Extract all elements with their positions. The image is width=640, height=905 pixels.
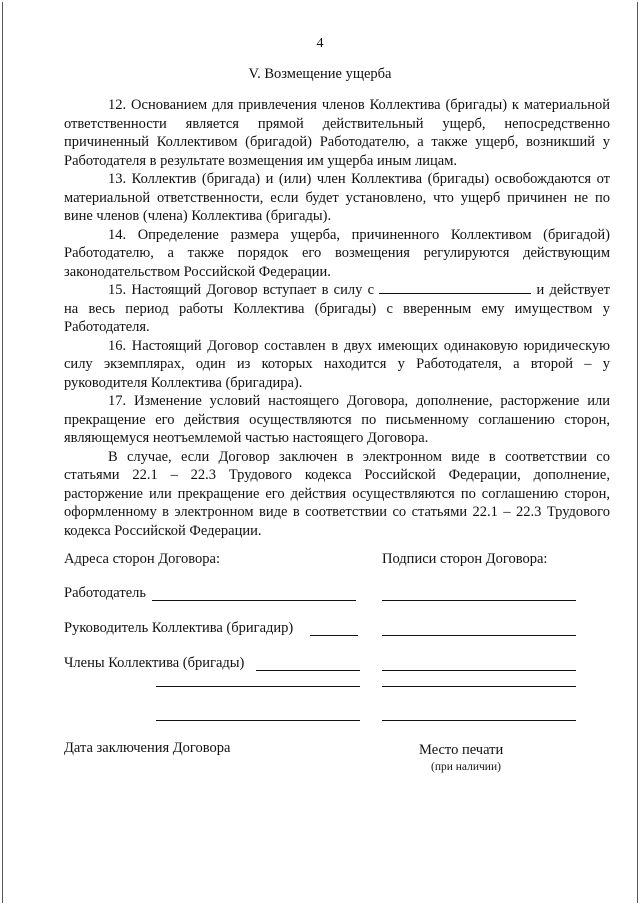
contract-date-label: Дата заключения Договора	[64, 740, 231, 756]
effective-date-blank	[379, 281, 531, 294]
members-signature-line-1	[382, 670, 576, 671]
addresses-label: Адреса сторон Договора:	[64, 551, 220, 567]
members-signature-line-2	[382, 686, 576, 687]
employer-label: Работодатель	[64, 585, 146, 601]
seal-place-label: Место печати	[419, 742, 504, 758]
leader-address-line	[310, 635, 358, 636]
leader-signature-line	[382, 635, 576, 636]
paragraph-13: 13. Коллектив (бригада) и (или) член Коллектива (бригады) освобождаются от материальной ответственности, если будет установлено, что ущерб причинен не по вине членов (члена) Коллектива (бригады).	[64, 171, 610, 224]
paragraph-15-end: и действует на весь период работы Коллектива (бригады) с вверенным ему имуществом у Работодателя.	[64, 282, 611, 335]
signatures-label: Подписи сторон Договора:	[382, 551, 548, 567]
employer-signature-line	[382, 600, 576, 601]
paragraph-17: 17. Изменение условий настоящего Договора, дополнение, расторжение или прекращение его действия осуществляются по письменному соглашению сторон, являющемуся неотъемлемой частью настоящего Договора.	[64, 393, 610, 446]
members-address-line-1	[256, 670, 360, 671]
seal-note: (при наличии)	[431, 761, 501, 773]
section-title: V. Возмещение ущерба	[248, 66, 392, 82]
members-address-line-2	[156, 686, 360, 687]
paragraph-16: 16. Настоящий Договор составлен в двух имеющих одинаковую юридическую силу экземплярах, один из которых находится у Работодателя, а второй – у руководителя Коллектива (бригадира).	[64, 337, 610, 391]
leader-label: Руководитель Коллектива (бригадир)	[64, 620, 294, 636]
members-address-line-3	[156, 720, 360, 721]
paragraph-electronic: В случае, если Договор заключен в электронном виде в соответствии со статьями 22.1 – 22.3 Трудового кодекса Российской Федерации, дополнение, расторжение или прекращение его действия осуществляются по соглашению сторон, оформленному в электронном виде в соответствии со статьями 22.1 – 22.3 Трудового кодекса Российской Федерации.	[64, 448, 610, 539]
paragraph-15-start: 15. Настоящий Договор вступает в силу с	[108, 282, 375, 298]
members-label: Члены Коллектива (бригады)	[64, 655, 245, 671]
paragraph-12: 12. Основанием для привлечения членов Коллектива (бригады) к материальной ответственности является прямой действительный ущерб, непосредственно причиненный Коллективом (бригадой) Работодателю, а также ущерб, возникший у Работодателя в результате возмещения им ущерба иным лицам.	[64, 97, 610, 169]
employer-address-line	[152, 600, 356, 601]
page-number: 4	[316, 36, 324, 51]
document-body	[64, 96, 610, 540]
paragraph-14: 14. Определение размера ущерба, причиненного Коллективом (бригадой) Работодателю, а также порядок его возмещения регулируются действующим законодательством Российской Федерации.	[64, 226, 610, 280]
paragraph-15	[64, 281, 610, 337]
members-signature-line-3	[382, 720, 576, 721]
